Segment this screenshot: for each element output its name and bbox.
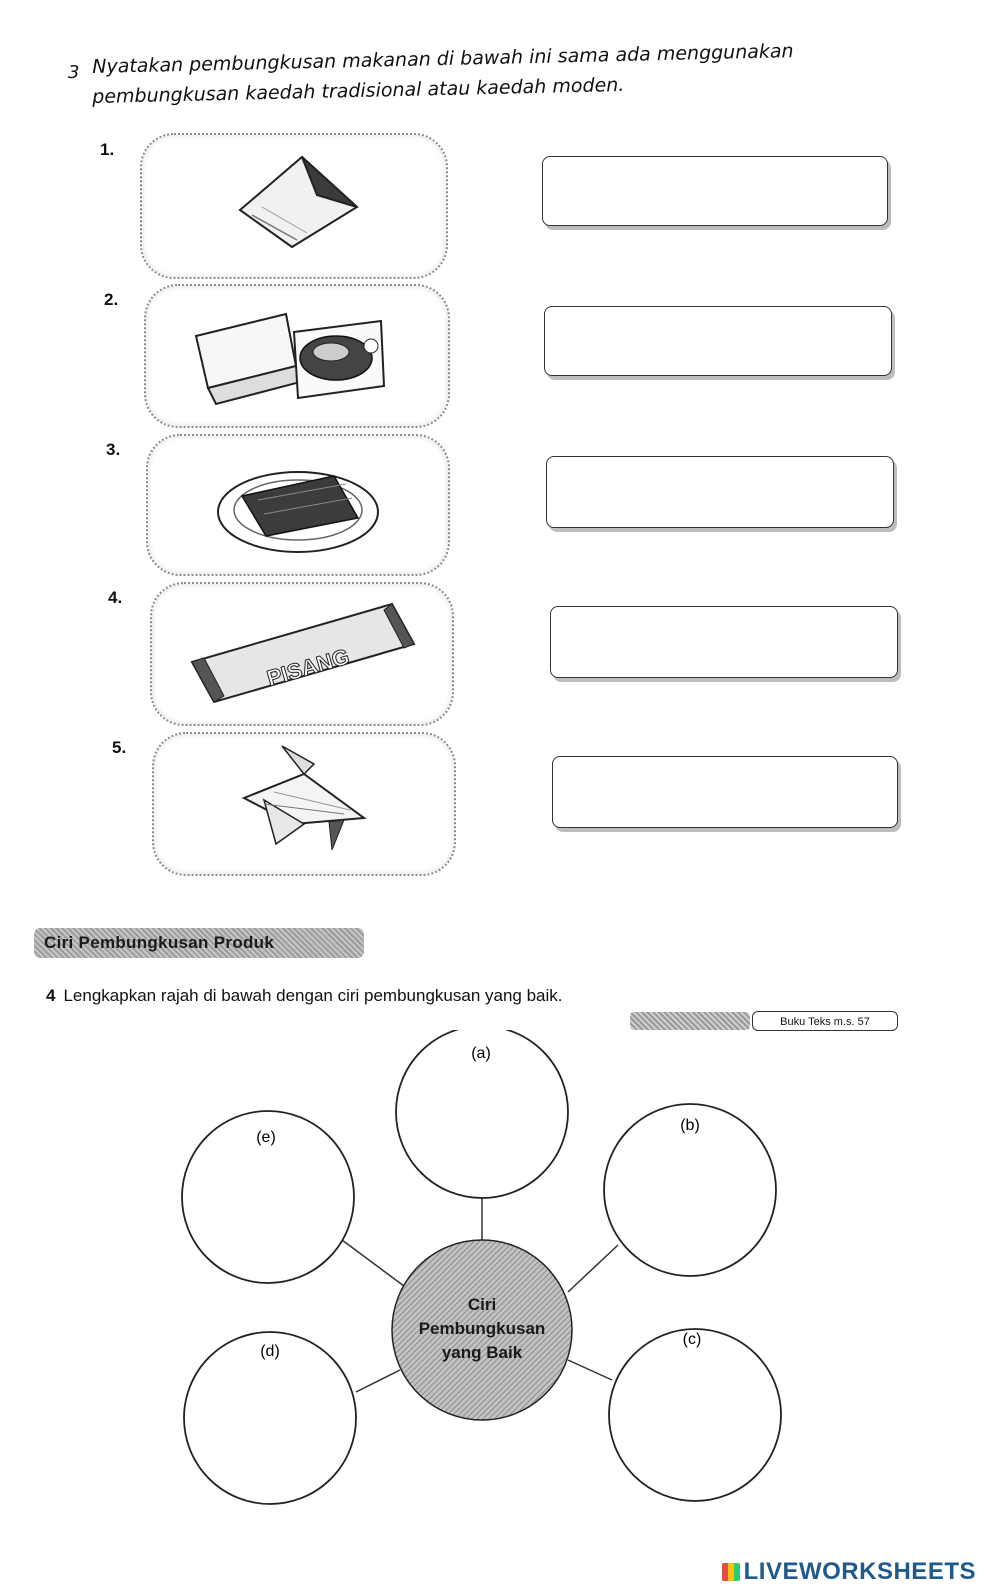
bubble-c-label: (c): [682, 1331, 702, 1348]
item-5-answer-box[interactable]: [552, 756, 898, 828]
item-5-number: 5.: [112, 738, 127, 757]
item-1-number: 1.: [100, 140, 115, 159]
bubble-b-label: (b): [680, 1117, 700, 1134]
connector-b: [568, 1245, 618, 1292]
item-1-answer-box[interactable]: [542, 156, 888, 226]
item-1-picture-frame: [140, 133, 448, 279]
item-3-number: 3.: [106, 440, 121, 459]
textbook-reference: Buku Teks m.s. 57: [752, 1011, 898, 1031]
connector-c: [568, 1360, 612, 1380]
ketupat-palas-image: [154, 734, 454, 874]
item-5-picture-frame: [152, 732, 456, 876]
liveworksheets-logo: [722, 1558, 976, 1586]
item-2-answer-box[interactable]: [544, 306, 892, 376]
item-3-answer-box[interactable]: [546, 456, 894, 528]
center-text-line1: Ciri: [467, 1295, 497, 1314]
pisang-brand-text: PISANG: [264, 643, 353, 691]
item-3-picture-frame: [146, 434, 450, 576]
foam-container-image: [146, 286, 448, 426]
item-4-picture-frame: [150, 582, 454, 726]
triangle-packet-image: [142, 135, 446, 277]
bubble-a-label: (a): [471, 1045, 491, 1062]
question-4-number: 4: [46, 986, 56, 1005]
item-2-number: 2.: [104, 290, 119, 309]
connector-d: [356, 1370, 400, 1392]
question-3-instruction-line1: Nyatakan pembungkusan makanan di bawah ini sama ada menggunakan: [92, 40, 794, 78]
bubble-e-label: (e): [256, 1129, 276, 1146]
logo-text: LIVEWORKSHEETS: [743, 1558, 976, 1585]
bubble-d-label: (d): [260, 1343, 280, 1360]
item-4-answer-box[interactable]: [550, 606, 898, 678]
logo-mark-icon: [722, 1563, 740, 1581]
banana-chips-packet-image: [152, 584, 452, 724]
reference-strip: [630, 1012, 750, 1030]
section-banner: Ciri Pembungkusan Produk: [34, 928, 364, 958]
center-text-line2: Pembungkusan: [418, 1319, 546, 1338]
question-4-text: Lengkapkan rajah di bawah dengan ciri pembungkusan yang baik.: [63, 986, 563, 1005]
bubble-c[interactable]: [609, 1329, 781, 1501]
question-4-instruction: [46, 986, 563, 1006]
question-3-instruction-line2: pembungkusan kaedah tradisional atau kaedah moden.: [92, 73, 625, 108]
connector-e: [342, 1240, 412, 1292]
center-text-line3: yang Baik: [441, 1343, 523, 1362]
item-2-picture-frame: [144, 284, 450, 428]
leaf-wrapped-plate-image: [148, 436, 448, 574]
question-3-number: 3: [68, 62, 80, 83]
item-4-number: 4.: [108, 588, 123, 607]
mind-map: [0, 1030, 1000, 1530]
